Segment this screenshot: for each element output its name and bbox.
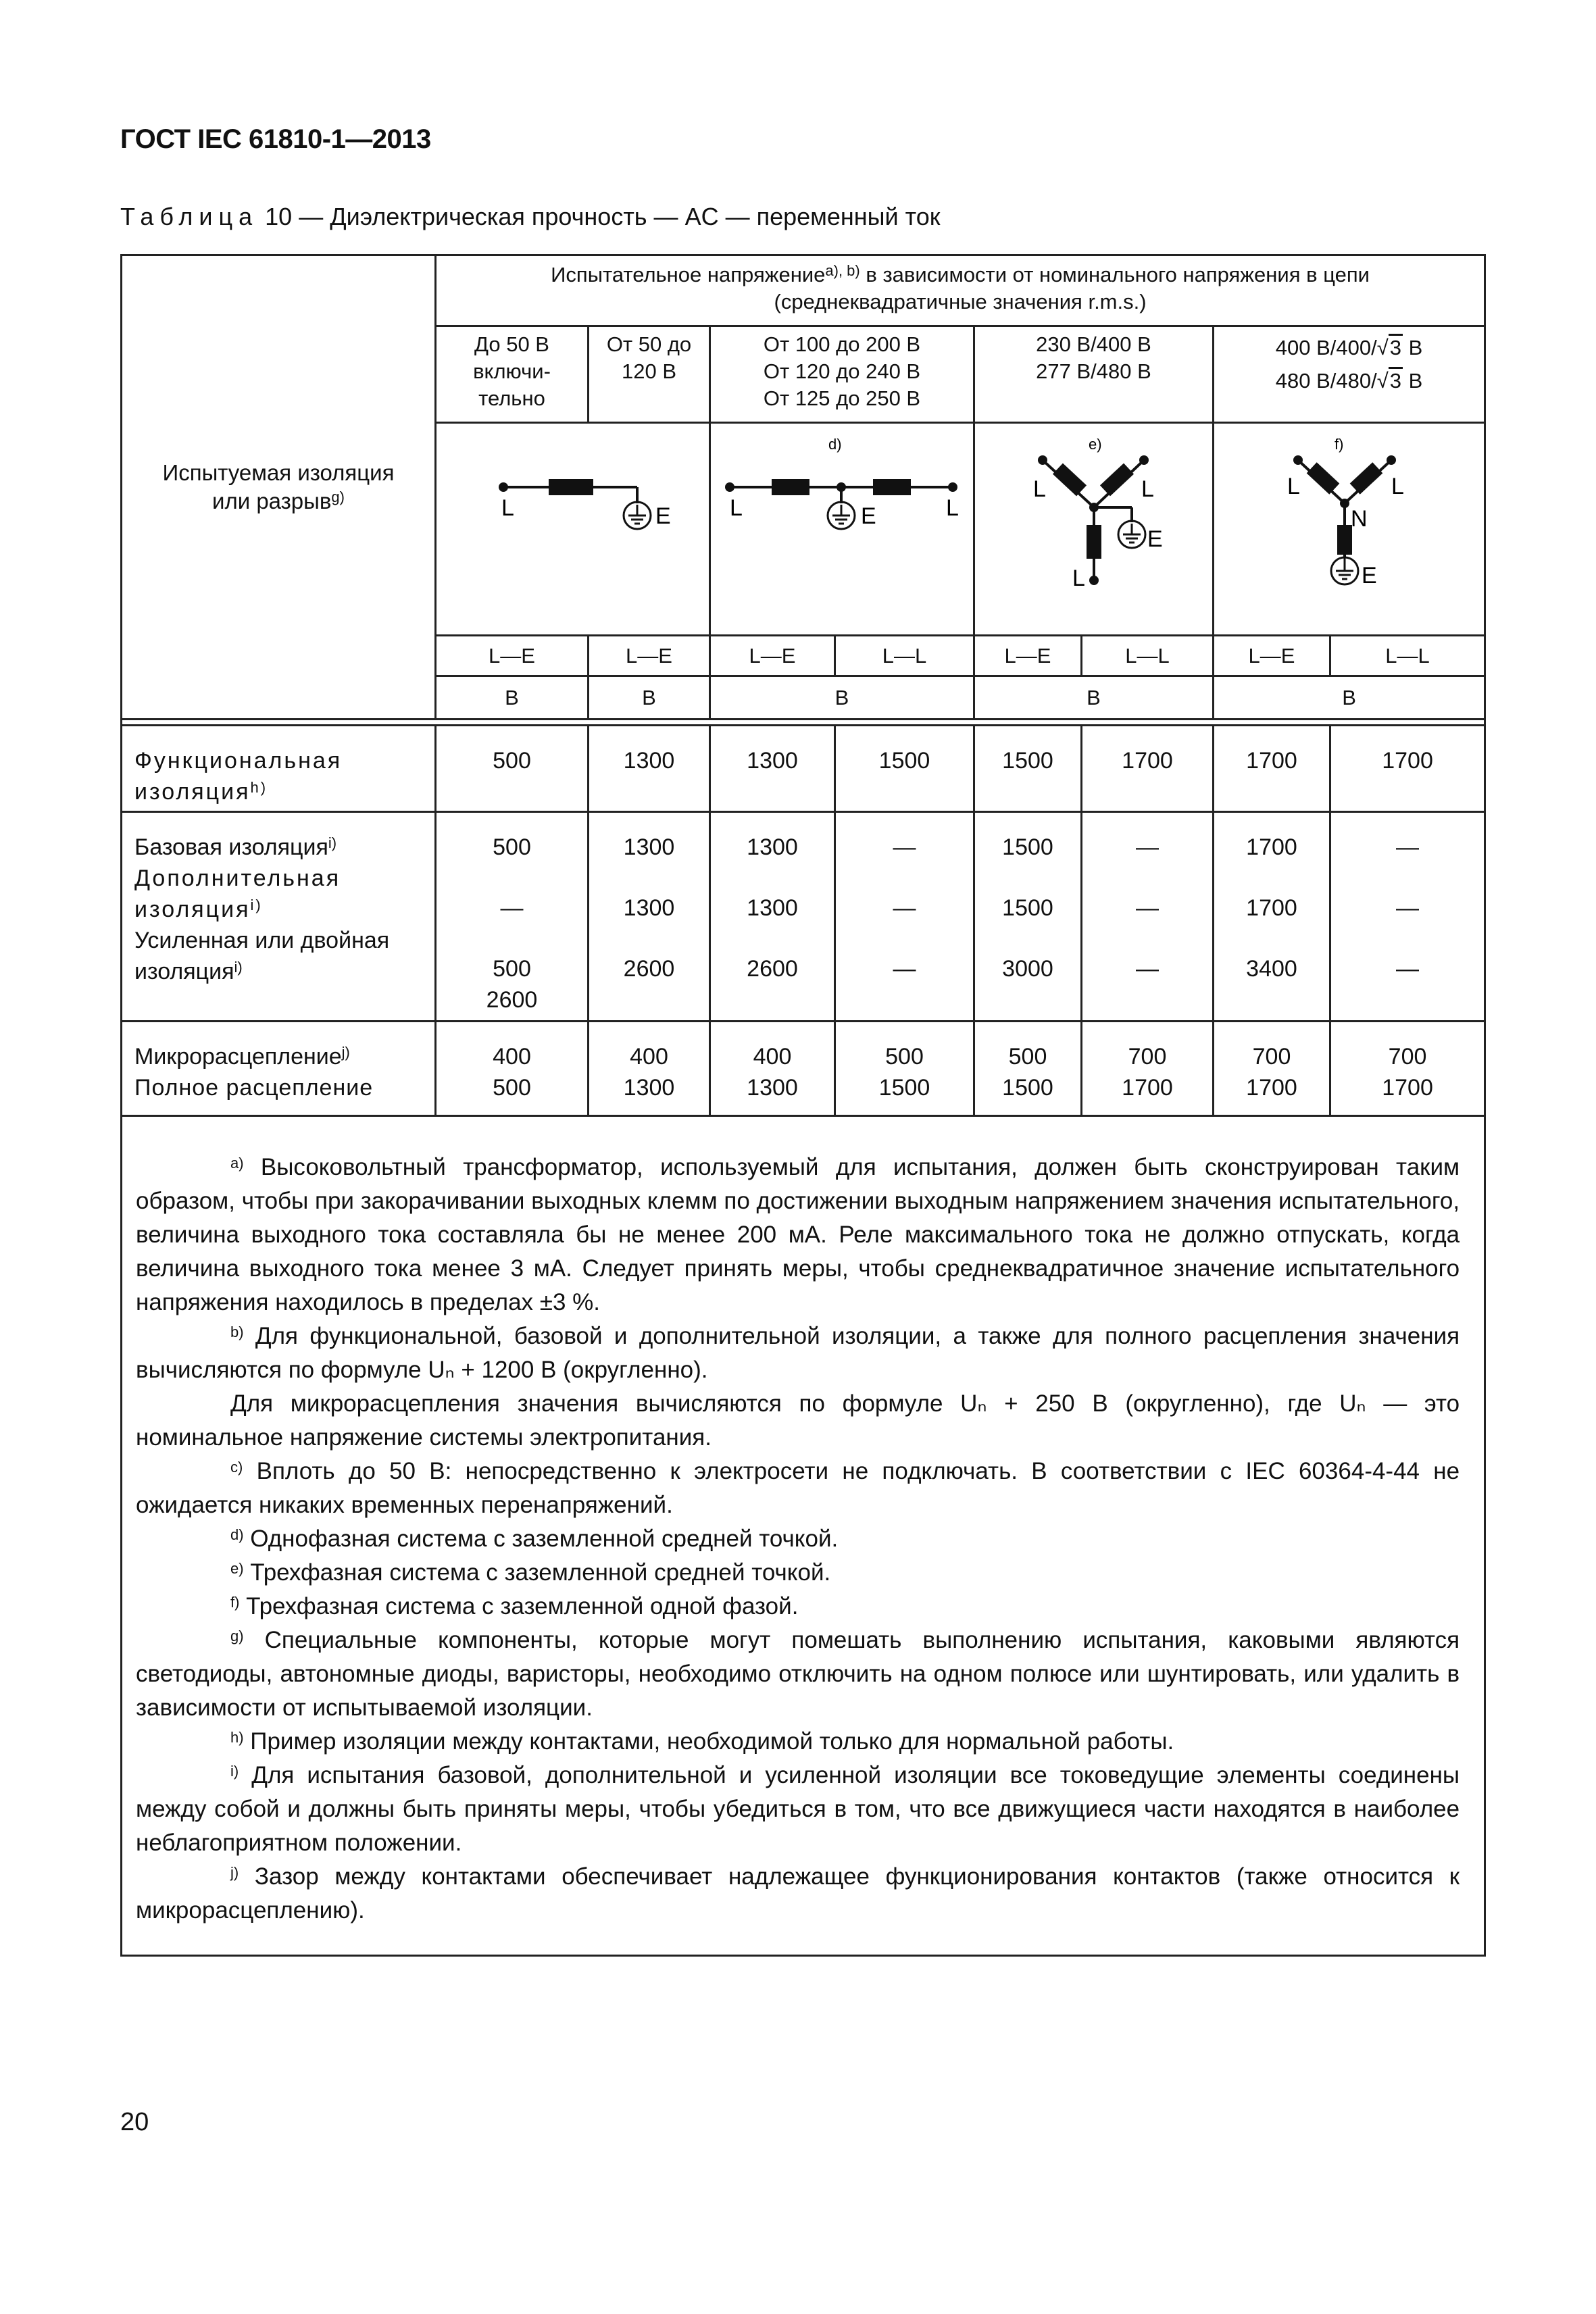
value-cell: 1500	[974, 726, 1082, 812]
test-voltage-label: Испытательное напряжение	[551, 263, 826, 286]
terminal-L: L	[1141, 476, 1154, 502]
document-header: ГОСТ IEC 61810-1—2013	[120, 124, 431, 154]
table-row	[122, 812, 1485, 1022]
subcol: L—E	[436, 636, 589, 676]
value-cell: 500 1500	[835, 1022, 974, 1116]
diagram-three-phase-midpoint	[974, 423, 1214, 636]
group-label: 230 В/400 В 277 В/480 В	[1036, 332, 1151, 383]
unit-cell: В	[1214, 676, 1485, 720]
value-cell: 1500 1500 3000	[974, 812, 1082, 1022]
terminal-L: L	[501, 495, 514, 521]
terminal-E: E	[1147, 526, 1163, 552]
terminal-E: E	[861, 503, 876, 529]
value-cell: 400 500	[436, 1022, 589, 1116]
table-footnotes	[122, 1116, 1485, 1956]
three-phase-midpoint-diagram	[975, 424, 1222, 626]
test-voltage-header	[436, 255, 1485, 326]
midpoint-earthed-diagram	[711, 424, 975, 626]
footnote-f-mark: f)	[1335, 436, 1344, 453]
subcol: L—E	[710, 636, 835, 676]
group-label-line2: 480 В/480/	[1275, 369, 1377, 393]
subcol: L—L	[1330, 636, 1485, 676]
value-cell: 500 1500	[974, 1022, 1082, 1116]
three-phase-earthed-phase-diagram	[1214, 424, 1486, 626]
footnote-b: $^{b)}$ Для функциональной, базовой и дополнительной изоляции, а также для полного расцепления значения вычисляются по формуле Uₙ + 1200 В (округленно).	[136, 1323, 1460, 1383]
table-caption	[120, 203, 941, 231]
footnote-f: $^{f)}$ Трехфазная система с заземленной одной фазой.	[230, 1593, 799, 1619]
group-up-to-50	[436, 326, 589, 423]
terminal-L: L	[1287, 474, 1300, 499]
row-label: Базовая изоляция	[134, 834, 328, 860]
row-label-insulation-group	[122, 812, 436, 1022]
footnote-b-cont: Для микрорасцепления значения вычисляются по формуле Uₙ + 250 В (округленно), где Uₙ — это номинальное напряжение системы электропитания.	[136, 1390, 1460, 1451]
footnote-j: $^{j)}$ Зазор между контактами обеспечивает надлежащее функционирования контактов (также относится к микрорасцеплению).	[136, 1863, 1460, 1923]
sqrt-value: 3	[1389, 334, 1403, 360]
value-cell: 400 1300	[710, 1022, 835, 1116]
row-label: Полное расцепление	[134, 1075, 374, 1101]
row-label: Микрорасцепление	[134, 1044, 342, 1070]
caption-text: 10 — Диэлектрическая прочность — AC — переменный ток	[258, 203, 941, 230]
value-cell: 500	[436, 726, 589, 812]
value-cell: 1700	[1330, 726, 1485, 812]
value-cell: 1700	[1214, 726, 1330, 812]
terminal-E: E	[1362, 563, 1377, 588]
group-label: До 50 В включи- тельно	[473, 332, 551, 410]
value-cell: 1300	[710, 726, 835, 812]
group-label: От 100 до 200 В От 120 до 240 В От 125 до 250 В	[763, 332, 921, 410]
subcol: L—L	[1082, 636, 1214, 676]
row-label: Усиленная или двойная изоляция	[134, 928, 390, 984]
footnote-e: $^{e)}$ Трехфазная система с заземленной средней точкой.	[230, 1559, 831, 1586]
value-cell: 1300	[589, 726, 710, 812]
diagram-three-phase-one-earthed	[1214, 423, 1485, 636]
row-label-disconnection	[122, 1022, 436, 1116]
value-cell: 1300 1300 2600	[710, 812, 835, 1022]
subcol: L—E	[1214, 636, 1330, 676]
value-cell: — — —	[835, 812, 974, 1022]
unit-cell: В	[710, 676, 974, 720]
table-row	[122, 1022, 1485, 1116]
value-cell: 700 1700	[1330, 1022, 1485, 1116]
value-cell: 1700 1700 3400	[1214, 812, 1330, 1022]
dielectric-strength-table	[120, 254, 1486, 1957]
group-label: От 50 до 120 В	[606, 332, 692, 383]
value-cell: 400 1300	[589, 1022, 710, 1116]
row-sup: i)	[250, 897, 263, 913]
terminal-L: L	[1072, 565, 1085, 591]
group-400-sqrt3: 400 В/400/√3 В 480 В/480/√3 В	[1214, 326, 1485, 423]
unit-cell: В	[589, 676, 710, 720]
value-cell: 1300 1300 2600	[589, 812, 710, 1022]
group-label-line1: 400 В/400/	[1275, 336, 1377, 359]
test-voltage-rest: в зависимости от номинального напряжения в цепи (среднеквадратичные значения r.m.s.)	[774, 263, 1370, 313]
row-sup: j)	[341, 1044, 350, 1061]
caption-prefix: Таблица	[120, 203, 259, 230]
terminal-L: L	[730, 495, 743, 521]
value-cell: 1700	[1082, 726, 1214, 812]
value-cell: — — —	[1330, 812, 1485, 1022]
row-label: Функциональная изоляция	[134, 748, 343, 805]
test-voltage-sup: a), b)	[825, 262, 860, 279]
row-sup: i)	[328, 834, 337, 851]
footnote-d-mark: d)	[828, 436, 842, 453]
row-header-label: Испытуемая изоляция или разрыв	[162, 460, 395, 513]
diagram-single-phase	[436, 423, 710, 636]
value-cell: 700 1700	[1082, 1022, 1214, 1116]
footnote-i: $^{i)}$ Для испытания базовой, дополнительной и усиленной изоляции все токоведущие элементы соединены между собой и должны быть приняты меры, чтобы убедиться в том, что все движущиеся части находятся в наиболее неблагоприятном положении.	[136, 1762, 1460, 1856]
unit-cell: В	[436, 676, 589, 720]
terminal-E: E	[655, 503, 671, 529]
page-number: 20	[120, 2108, 149, 2136]
terminal-L: L	[1391, 474, 1404, 499]
group-100-250	[710, 326, 974, 423]
sqrt-value: 3	[1389, 367, 1403, 393]
table-row	[122, 726, 1485, 812]
row-header-cell	[122, 255, 436, 720]
footnote-e-mark: e)	[1089, 436, 1102, 453]
group-230-480	[974, 326, 1214, 423]
value-cell: 700 1700	[1214, 1022, 1330, 1116]
value-cell: 500 — 500 2600	[436, 812, 589, 1022]
footnote-c: $^{c)}$ Вплоть до 50 В: непосредственно к электросети не подключать. В соответствии с IEC 60364-4-44 не ожидается никаких временных перенапряжений.	[136, 1458, 1460, 1518]
subcol: L—L	[835, 636, 974, 676]
row-sup: h)	[250, 779, 268, 796]
subcol: L—E	[974, 636, 1082, 676]
single-phase-diagram	[437, 424, 711, 626]
unit: В	[1403, 336, 1423, 359]
footnote-a: $^{a)}$ Высоковольтный трансформатор, используемый для испытания, должен быть сконструирован таким образом, чтобы при закорачивании выходных клемм по достижении выходным напряжением значения испытательного, величина выходного тока составляла бы не менее 200 мА. Реле максимального тока не должно отпускать, когда величина выходного тока менее 3 мА. Следует принять меры, чтобы среднеквадратичное значение испытательного напряжения находилось в пределах ±3 %.	[136, 1154, 1460, 1315]
unit-cell: В	[974, 676, 1214, 720]
terminal-L: L	[1033, 476, 1046, 502]
row-label: Дополнительная изоляция	[134, 865, 341, 922]
terminal-N: N	[1351, 506, 1368, 532]
footnote-g: $^{g)}$ Специальные компоненты, которые могут помешать выполнению испытания, каковыми являются светодиоды, автономные диоды, варисторы, необходимо отключить на одном полюсе или шунтировать, или удалить в зависимости от испытываемой изоляции.	[136, 1627, 1460, 1721]
terminal-L: L	[946, 495, 959, 521]
unit: В	[1403, 369, 1423, 393]
separator	[122, 720, 1485, 726]
value-cell: 1500	[835, 726, 974, 812]
value-cell: — — —	[1082, 812, 1214, 1022]
subcol: L—E	[589, 636, 710, 676]
row-label-functional	[122, 726, 436, 812]
row-sup: i)	[234, 959, 243, 976]
group-50-120	[589, 326, 710, 423]
footnote-d: $^{d)}$ Однофазная система с заземленной средней точкой.	[230, 1526, 839, 1552]
footnote-h: $^{h)}$ Пример изоляции между контактами, необходимой только для нормальной работы.	[230, 1728, 1174, 1755]
row-header-sup: g)	[331, 488, 345, 505]
diagram-midpoint-earthed	[710, 423, 974, 636]
